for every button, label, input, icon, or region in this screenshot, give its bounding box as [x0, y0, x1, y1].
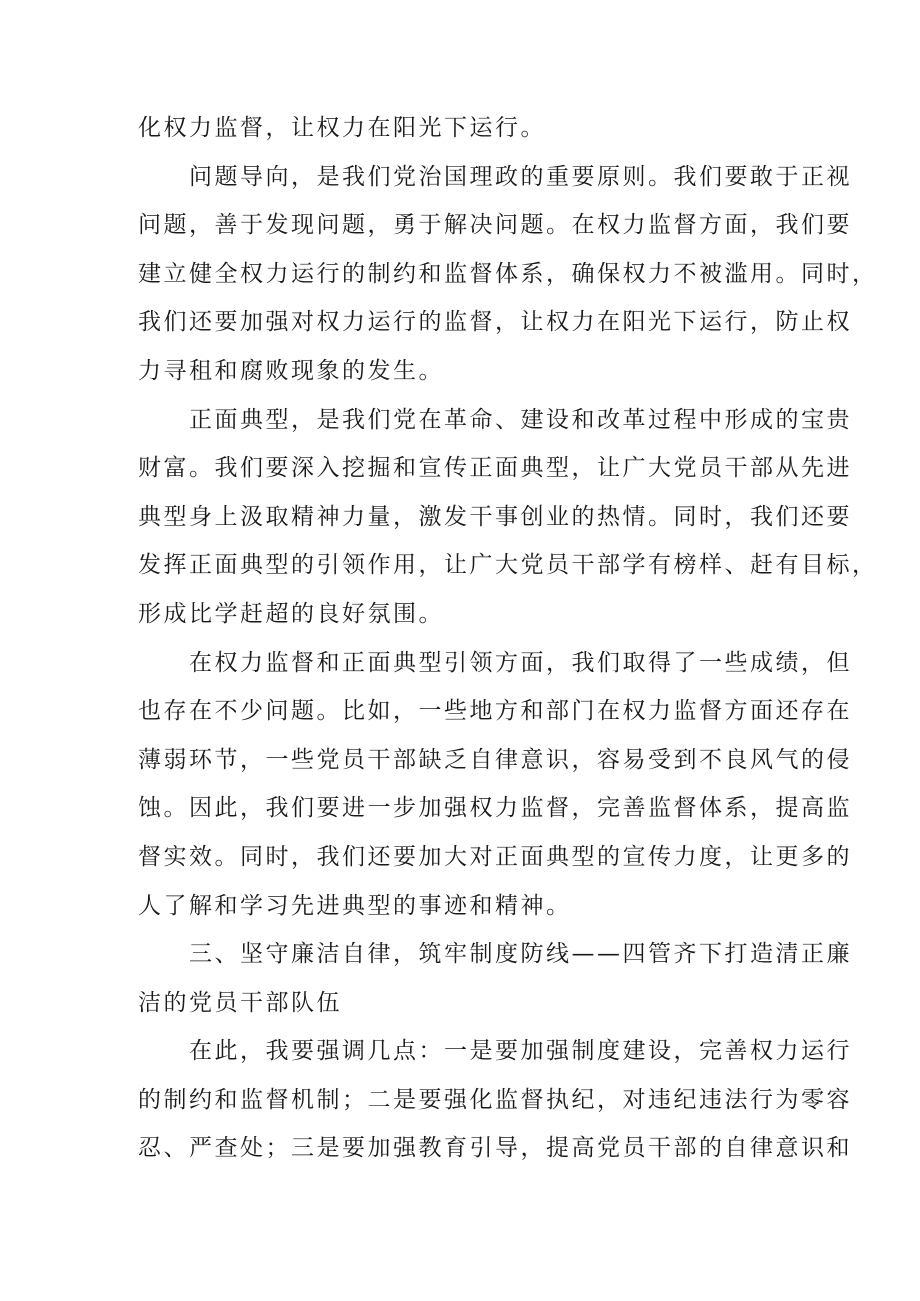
text-line: 建立健全权力运行的制约和监督体系，确保权力不被滥用。同时，	[138, 260, 878, 287]
text-line: 的制约和监督机制；二是要强化监督执纪，对违纪违法行为零容	[138, 1086, 852, 1113]
text-line: 力寻租和腐败现象的发生。	[138, 357, 444, 384]
paragraph-positive-models	[138, 396, 878, 639]
text-line: 人了解和学习先进典型的事迹和精神。	[138, 892, 572, 919]
text-line: 典型身上汲取精神力量，激发干事创业的热情。同时，我们还要	[138, 503, 852, 530]
paragraph-achievements-problems	[138, 639, 852, 931]
heading-line: 洁的党员干部队伍	[138, 989, 342, 1016]
document-body	[138, 104, 878, 1173]
text-line: 督实效。同时，我们还要加大对正面典型的宣传力度，让更多的	[138, 843, 852, 870]
text-line: 忍、严查处；三是要加强教育引导，提高党员干部的自律意识和	[138, 1135, 852, 1162]
text-line: 财富。我们要深入挖掘和宣传正面典型，让广大党员干部从先进	[138, 455, 852, 482]
text-line: 问题导向，是我们党治国理政的重要原则。我们要敢于正视	[138, 163, 852, 190]
text-line: 形成比学赶超的良好氛围。	[138, 600, 444, 627]
paragraph-continuation	[138, 104, 798, 153]
text-line: 问题，善于发现问题，勇于解决问题。在权力监督方面，我们要	[138, 212, 852, 239]
text-line: 我们还要加强对权力运行的监督，让权力在阳光下运行，防止权	[138, 309, 852, 336]
paragraph-problem-orientation	[138, 153, 878, 396]
text-line: 在权力监督和正面典型引领方面，我们取得了一些成绩，但	[138, 649, 852, 676]
section-heading-3	[138, 930, 852, 1027]
text-line: 薄弱环节，一些党员干部缺乏自律意识，容易受到不良风气的侵	[138, 746, 852, 773]
text-line: 也存在不少问题。比如，一些地方和部门在权力监督方面还存在	[138, 698, 852, 725]
text-line: 蚀。因此，我们要进一步加强权力监督，完善监督体系，提高监	[138, 795, 852, 822]
text-line: 化权力监督，让权力在阳光下运行。	[138, 115, 546, 141]
text-line: 正面典型，是我们党在革命、建设和改革过程中形成的宝贵	[138, 406, 852, 433]
paragraph-key-points	[138, 1027, 852, 1173]
text-line: 发挥正面典型的引领作用，让广大党员干部学有榜样、赶有目标，	[138, 552, 878, 579]
heading-line: 三、坚守廉洁自律，筑牢制度防线——四管齐下打造清正廉	[138, 941, 852, 968]
text-line: 在此，我要强调几点：一是要加强制度建设，完善权力运行	[138, 1038, 852, 1065]
